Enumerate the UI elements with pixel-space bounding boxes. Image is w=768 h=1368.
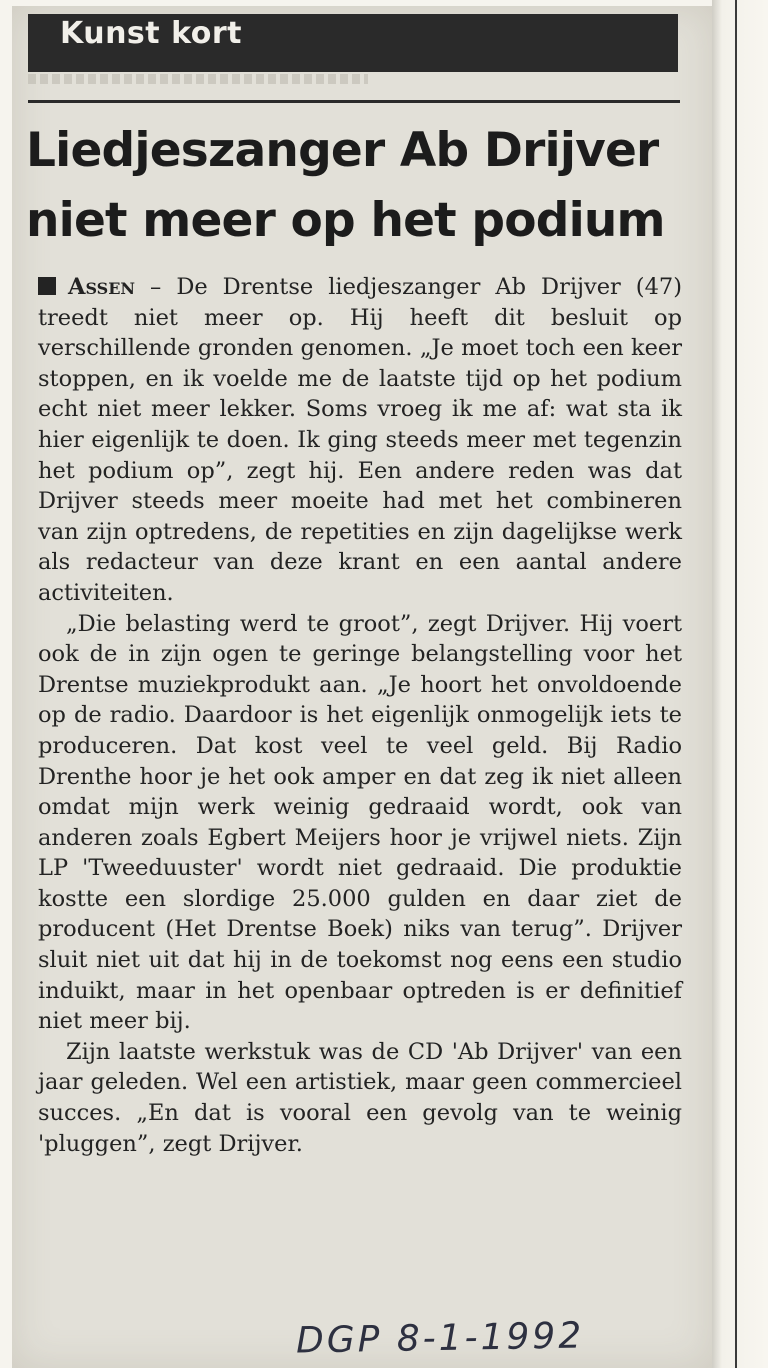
article-paragraph-1 [38,272,682,609]
article-lead: – De Drentse liedjeszanger Ab Drijver (47) treedt niet meer op. Hij heeft dit besluit op verschillende gronden genomen. „Je moet toch een keer stoppen, en ik voelde me de laatste tijd op het podium echt niet meer lekker. Soms vroeg ik me af: wat sta ik hier eigenlijk te doen. Ik ging steeds meer met tegenzin het podium op”, zegt hij. Een andere reden was dat Drijver steeds meer moeite had met het combineren van zijn optredens, de repetities en zijn dagelijkse werk als redacteur van deze krant en een aantal andere activiteiten. [38,274,682,606]
scan-margin [712,0,768,1368]
headline-line-1: Liedjeszanger Ab Drijver [26,123,659,178]
scan-edge-line [735,0,737,1368]
bullet-square-icon [38,277,56,295]
headline-line-2: niet meer op het podium [26,193,665,248]
headline-rule [28,100,680,103]
article-body [38,272,682,1159]
article-paragraph-3: Zijn laatste werkstuk was de CD 'Ab Drijver' van een jaar geleden. Wel een artistiek, maar geen commercieel succes. „En dat is vooral een gevolg van te weinig 'pluggen”, zegt Drijver. [38,1038,682,1157]
dateline: Assen [68,274,136,300]
section-label: Kunst kort [60,16,242,51]
article-headline [26,116,686,256]
handwritten-date-annotation: DGP 8-1-1992 [295,1315,585,1362]
bleed-through-text [28,74,368,84]
article-paragraph-2: „Die belasting werd te groot”, zegt Drijver. Hij voert ook de in zijn ogen te geringe belangstelling voor het Drentse muziekprodukt aan. „Je hoort het onvoldoende op de radio. Daardoor is het eigenlijk onmogelijk iets te produceren. Dat kost veel te veel geld. Bij Radio Drenthe hoor je het ook amper en dat zeg ik niet alleen omdat mijn werk weinig gedraaid wordt, ook van anderen zoals Egbert Meijers hoor je vrijwel niets. Zijn LP 'Tweeduuster' wordt niet gedraaid. Die produktie kostte een slordige 25.000 gulden en daar ziet de producent (Het Drentse Boek) niks van terug”. Drijver sluit niet uit dat hij in de toekomst nog eens een studio induikt, maar in het openbaar optreden is er definitief niet meer bij. [38,610,682,1035]
